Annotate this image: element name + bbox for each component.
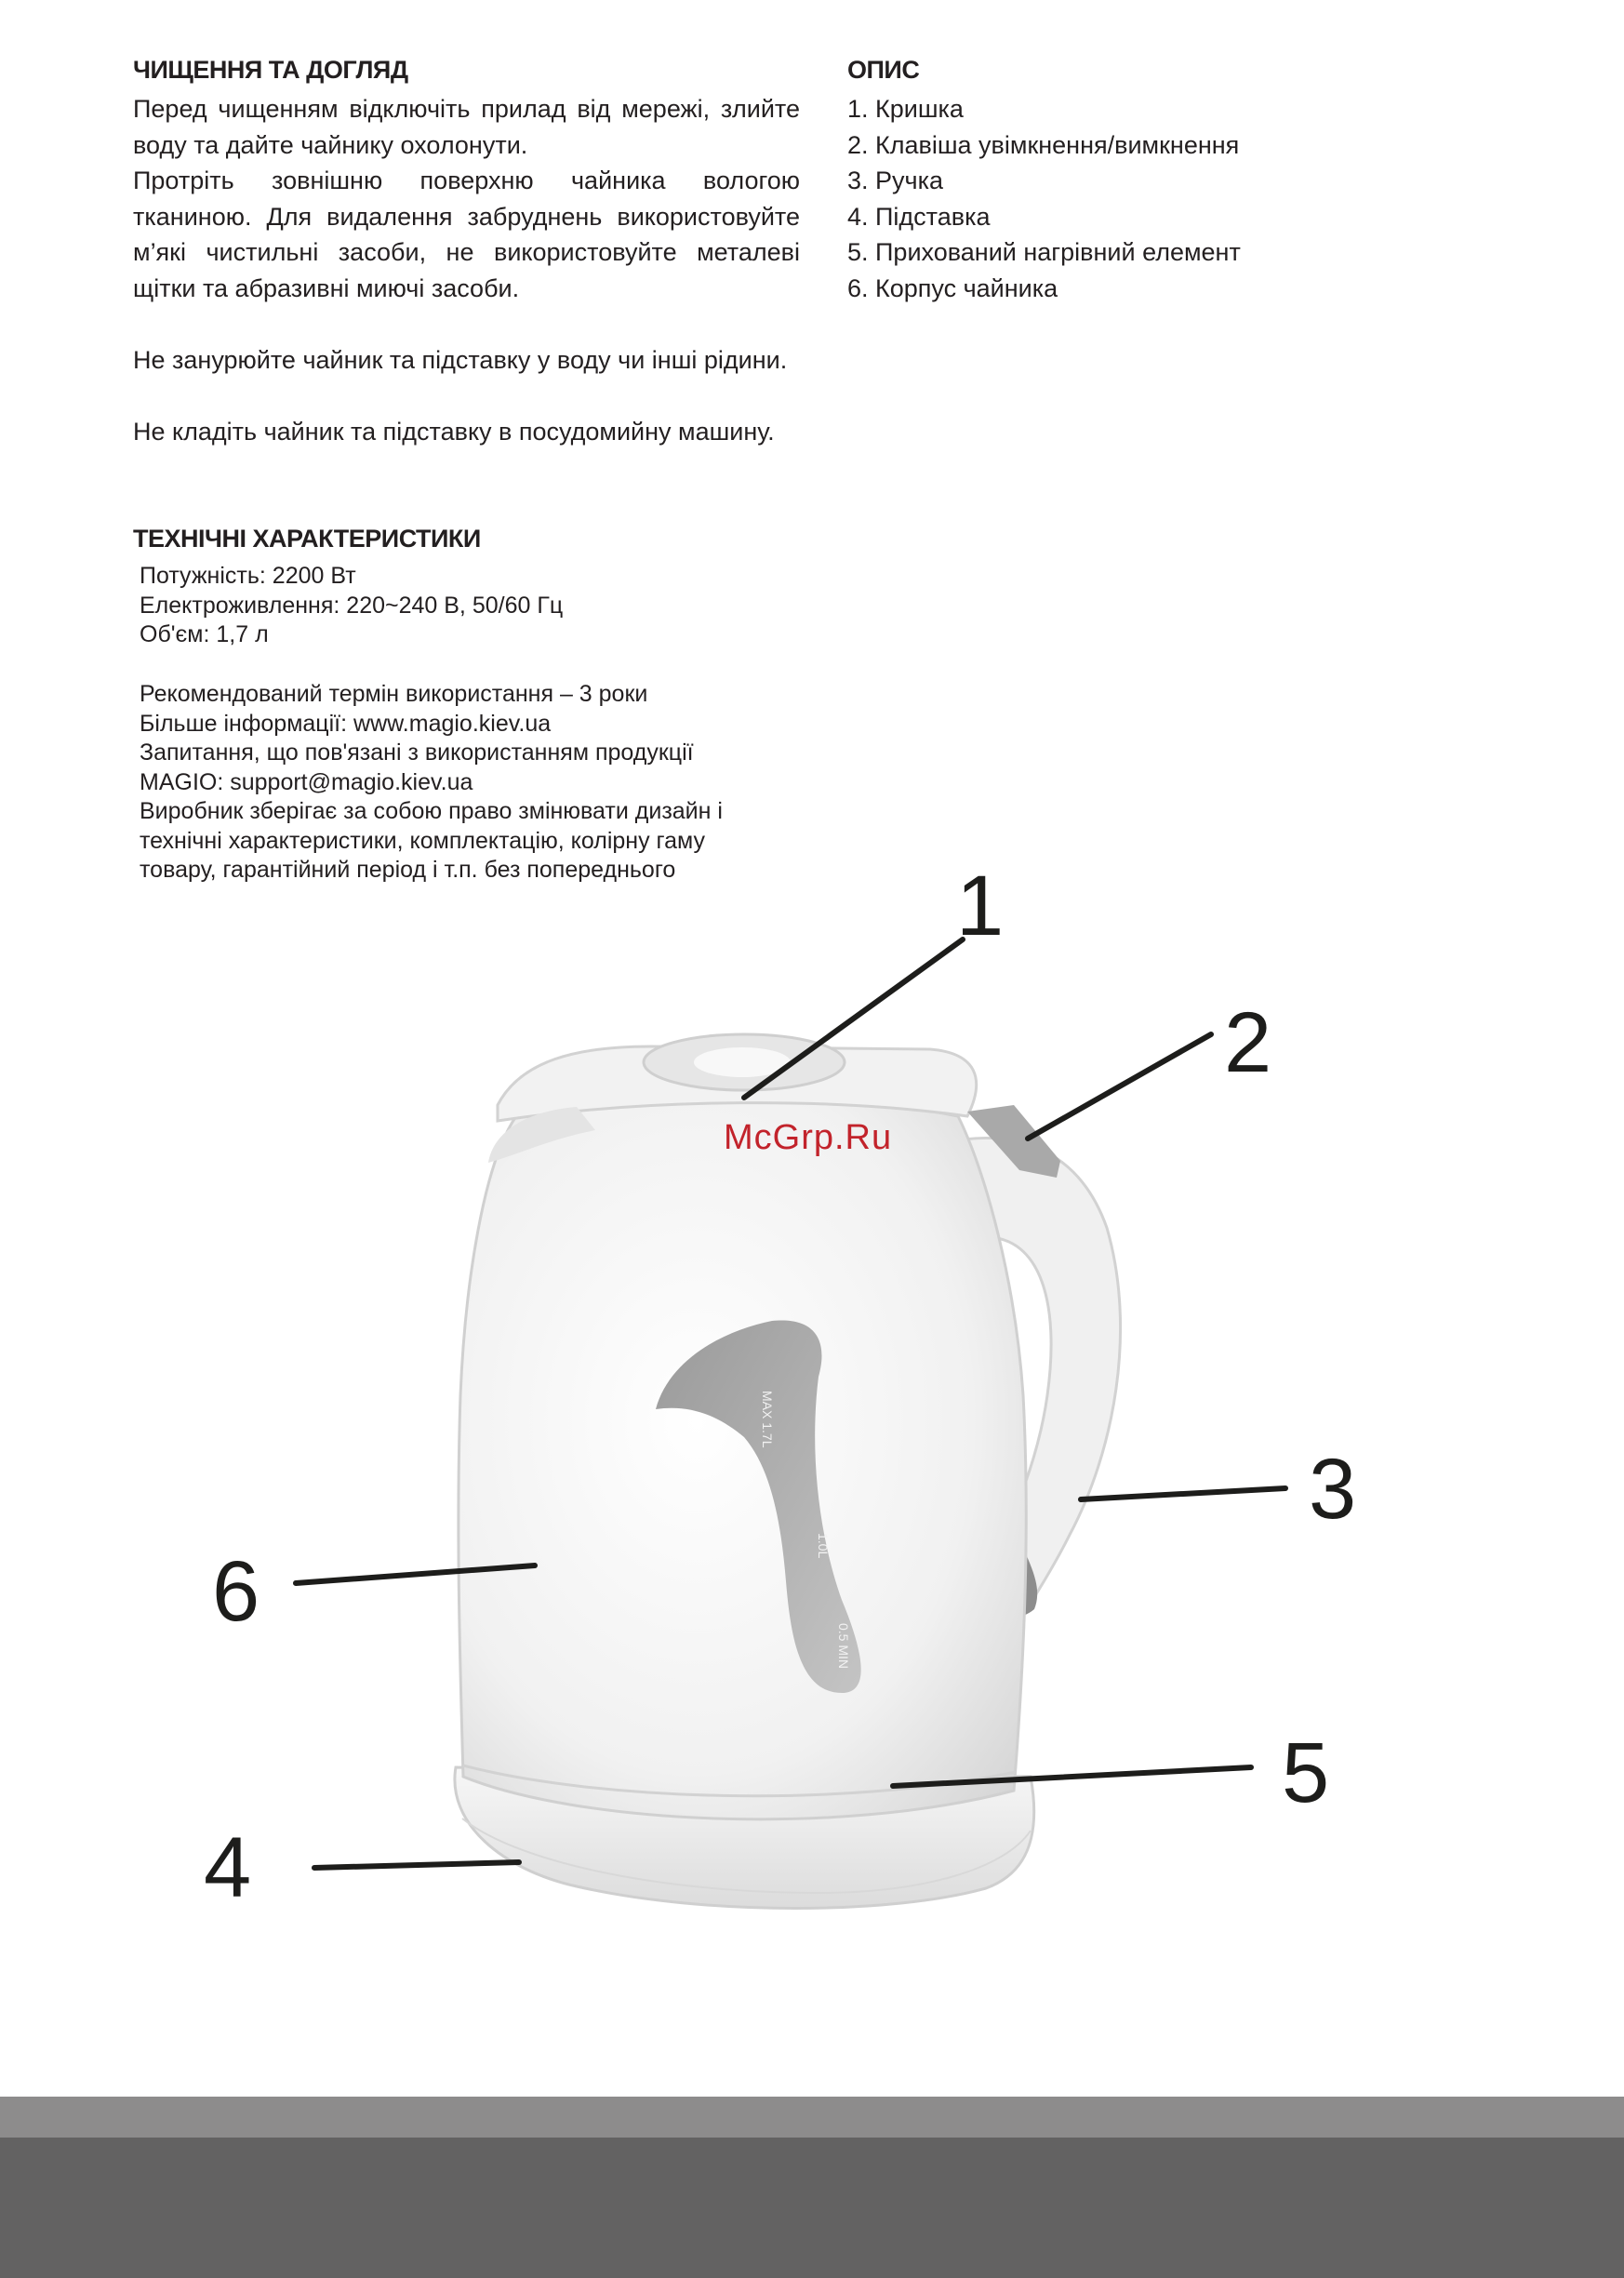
callout-6: 6 xyxy=(212,1544,260,1639)
note-website: Більше інформації: www.magio.kiev.ua xyxy=(140,710,552,737)
cleaning-paragraph-4: Не кладіть чайник та підставку в посудомийну машину. xyxy=(133,418,775,446)
specs-list xyxy=(140,562,563,650)
cleaning-paragraph-2: Протріть зовнішню поверхню чайника вологою тканиною. Для видалення забруднень використовуйте м’які чистильні засоби, не використовуйте металеві щітки та абразивні миючі засоби. xyxy=(133,167,800,302)
callout-5: 5 xyxy=(1282,1725,1330,1820)
part-switch: 2. Клавіша увімкнення/вимкнення xyxy=(847,130,1240,159)
part-handle: 3. Ручка xyxy=(847,167,944,194)
cleaning-paragraph-1: Перед чищенням відключіть прилад від мережі, злийте воду та дайте чайнику охолонути. xyxy=(133,95,800,159)
note-questions: Запитання, що пов'язані з використанням продукції xyxy=(140,739,694,766)
part-body: 6. Корпус чайника xyxy=(847,273,1058,302)
scale-mark-min: 0.5 MIN xyxy=(836,1623,851,1670)
note-support-email: MAGIO: support@magio.kiev.ua xyxy=(140,768,473,795)
spec-voltage: Електроживлення: 220~240 В, 50/60 Гц xyxy=(140,592,564,619)
part-lid: 1. Кришка xyxy=(847,95,964,123)
footer-band-dark xyxy=(0,2138,1624,2278)
description-title: ОПИС xyxy=(847,56,920,84)
spec-power: Потужність: 2200 Вт xyxy=(140,563,356,589)
leader-line-2 xyxy=(1028,1034,1211,1139)
part-heating-element: 5. Прихований нагрівний елемент xyxy=(847,238,1241,266)
note-service-life: Рекомендований термін використання – 3 роки xyxy=(140,681,648,707)
kettle-body xyxy=(459,1096,1026,1819)
footer-band-light xyxy=(0,2097,1624,2138)
cleaning-paragraph-3: Не занурюйте чайник та підставку у воду чи інші рідини. xyxy=(133,346,788,374)
callout-1: 1 xyxy=(956,859,1005,953)
leader-line-3 xyxy=(1081,1488,1285,1499)
kettle-illustration xyxy=(0,819,1624,1963)
parts-list xyxy=(847,91,1241,306)
note-disclaimer-2: технічні характеристики, комплектацію, колірну гаму xyxy=(140,827,705,854)
callout-3: 3 xyxy=(1309,1442,1357,1537)
note-disclaimer-3: товару, гарантійний період і т.п. без попереднього xyxy=(140,857,676,883)
specs-title: ТЕХНІЧНІ ХАРАКТЕРИСТИКИ xyxy=(133,525,481,553)
scale-mark-1l: 1.0L xyxy=(816,1533,831,1559)
callout-2: 2 xyxy=(1224,995,1272,1090)
spec-volume: Об'єм: 1,7 л xyxy=(140,621,269,647)
leader-line-4 xyxy=(314,1862,519,1868)
callout-4: 4 xyxy=(204,1820,252,1915)
part-base: 4. Підставка xyxy=(847,202,991,231)
scale-mark-max: MAX 1.7L xyxy=(760,1391,775,1448)
cleaning-title: ЧИЩЕННЯ ТА ДОГЛЯД xyxy=(133,56,408,84)
note-disclaimer-1: Виробник зберігає за собою право змінювати дизайн і xyxy=(140,798,723,824)
watermark: McGrp.Ru xyxy=(724,1118,893,1157)
